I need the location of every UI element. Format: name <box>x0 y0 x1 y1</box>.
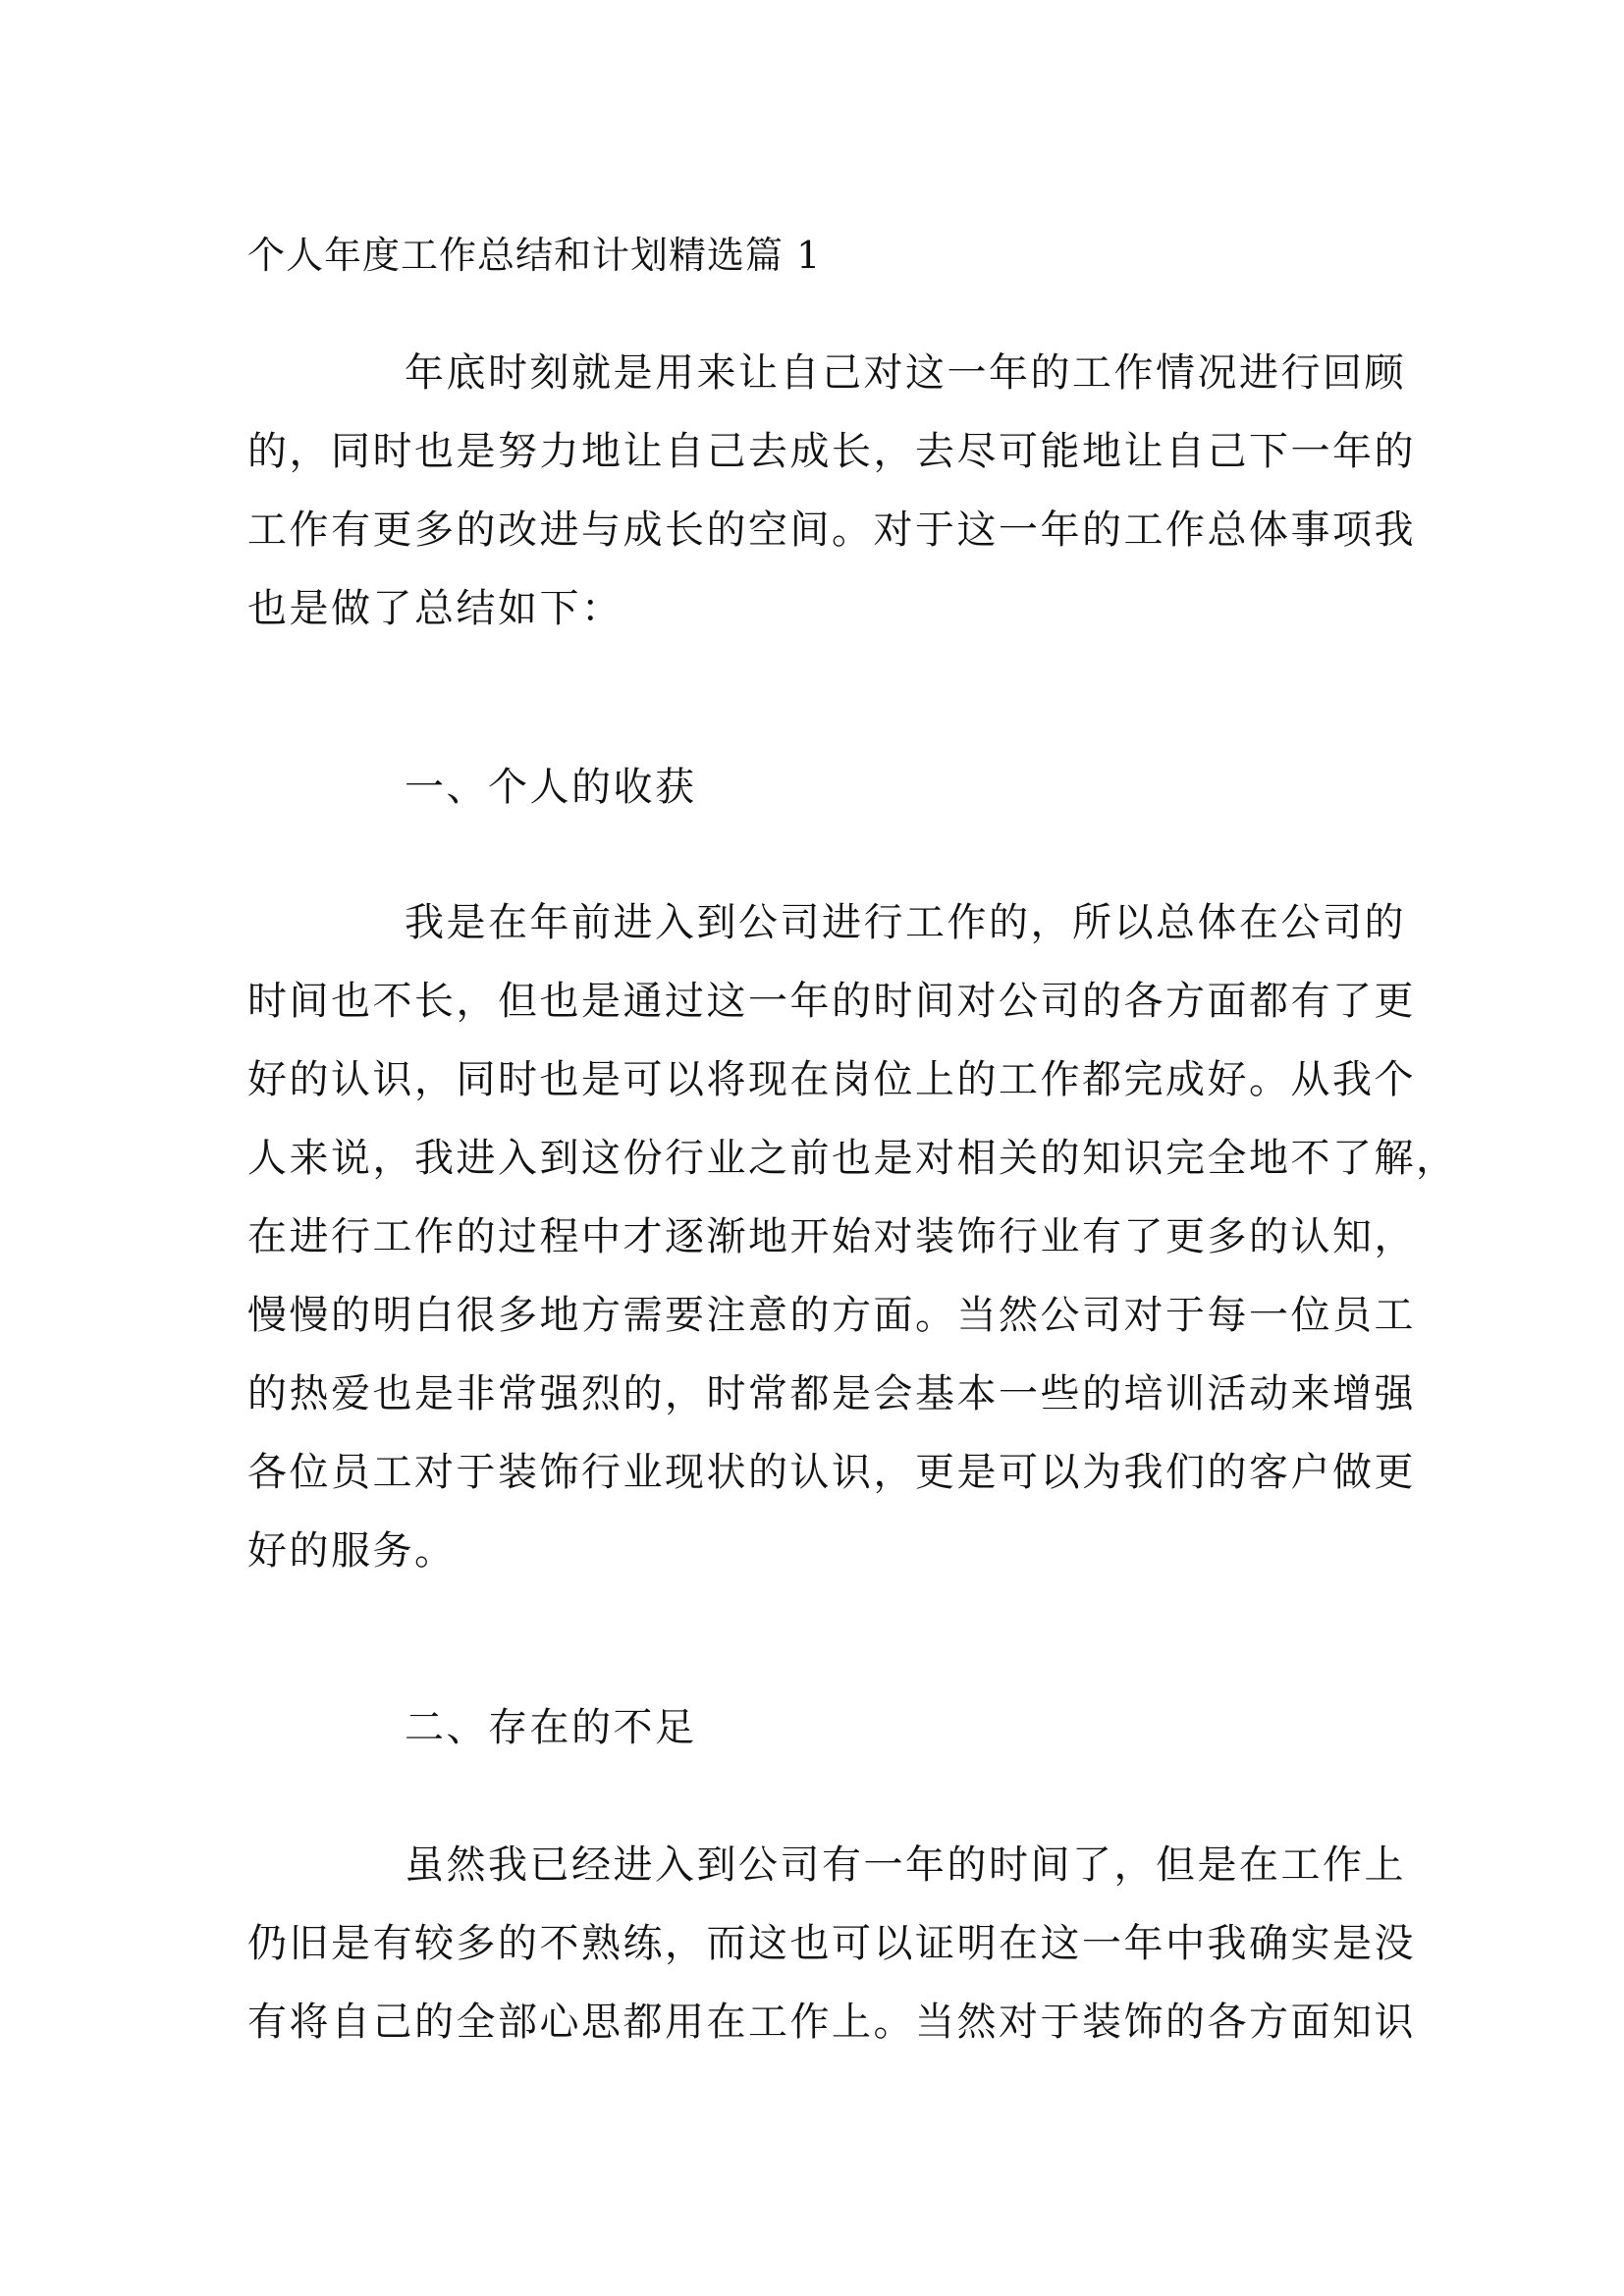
paragraph-line: 的，同时也是努力地让自己去成长，去尽可能地让自己下一年的 <box>247 429 1416 474</box>
paragraph-line: 工作有更多的改进与成长的空间。对于这一年的工作总体事项我 <box>247 507 1416 553</box>
paragraph-1 <box>247 334 1416 648</box>
paragraph-line: 人来说，我进入到这份行业之前也是对相关的知识完全地不了解， <box>247 1136 1458 1181</box>
paragraph-line: 年底时刻就是用来让自己对这一年的工作情况进行回顾 <box>405 350 1406 396</box>
document-title: 个人年度工作总结和计划精选篇 1 <box>247 234 822 277</box>
paragraph-2 <box>247 883 1458 1590</box>
paragraph-line: 在进行工作的过程中才逐渐地开始对装饰行业有了更多的认知， <box>247 1214 1416 1259</box>
paragraph-line: 我是在年前进入到公司进行工作的，所以总体在公司的 <box>405 900 1406 945</box>
paragraph-3 <box>247 1826 1416 2061</box>
paragraph-line: 仍旧是有较多的不熟练，而这也可以证明在这一年中我确实是没 <box>247 1921 1416 1966</box>
paragraph-line: 好的认识，同时也是可以将现在岗位上的工作都完成好。从我个 <box>247 1057 1416 1102</box>
paragraph-line: 虽然我已经进入到公司有一年的时间了，但是在工作上 <box>405 1842 1406 1888</box>
paragraph-line: 慢慢的明白很多地方需要注意的方面。当然公司对于每一位员工 <box>247 1293 1416 1338</box>
paragraph-line: 好的服务。 <box>247 1528 457 1574</box>
section-heading-gains: 一、个人的收获 <box>405 765 697 810</box>
paragraph-line: 时间也不长，但也是通过这一年的时间对公司的各方面都有了更 <box>247 979 1416 1024</box>
paragraph-line: 有将自己的全部心思都用在工作上。当然对于装饰的各方面知识 <box>247 2000 1416 2045</box>
section-heading-shortcomings: 二、存在的不足 <box>405 1705 697 1750</box>
paragraph-line: 也是做了总结如下： <box>247 586 623 631</box>
paragraph-line: 的热爱也是非常强烈的，时常都是会基本一些的培训活动来增强 <box>247 1371 1416 1416</box>
paragraph-line: 各位员工对于装饰行业现状的认识，更是可以为我们的客户做更 <box>247 1450 1416 1495</box>
